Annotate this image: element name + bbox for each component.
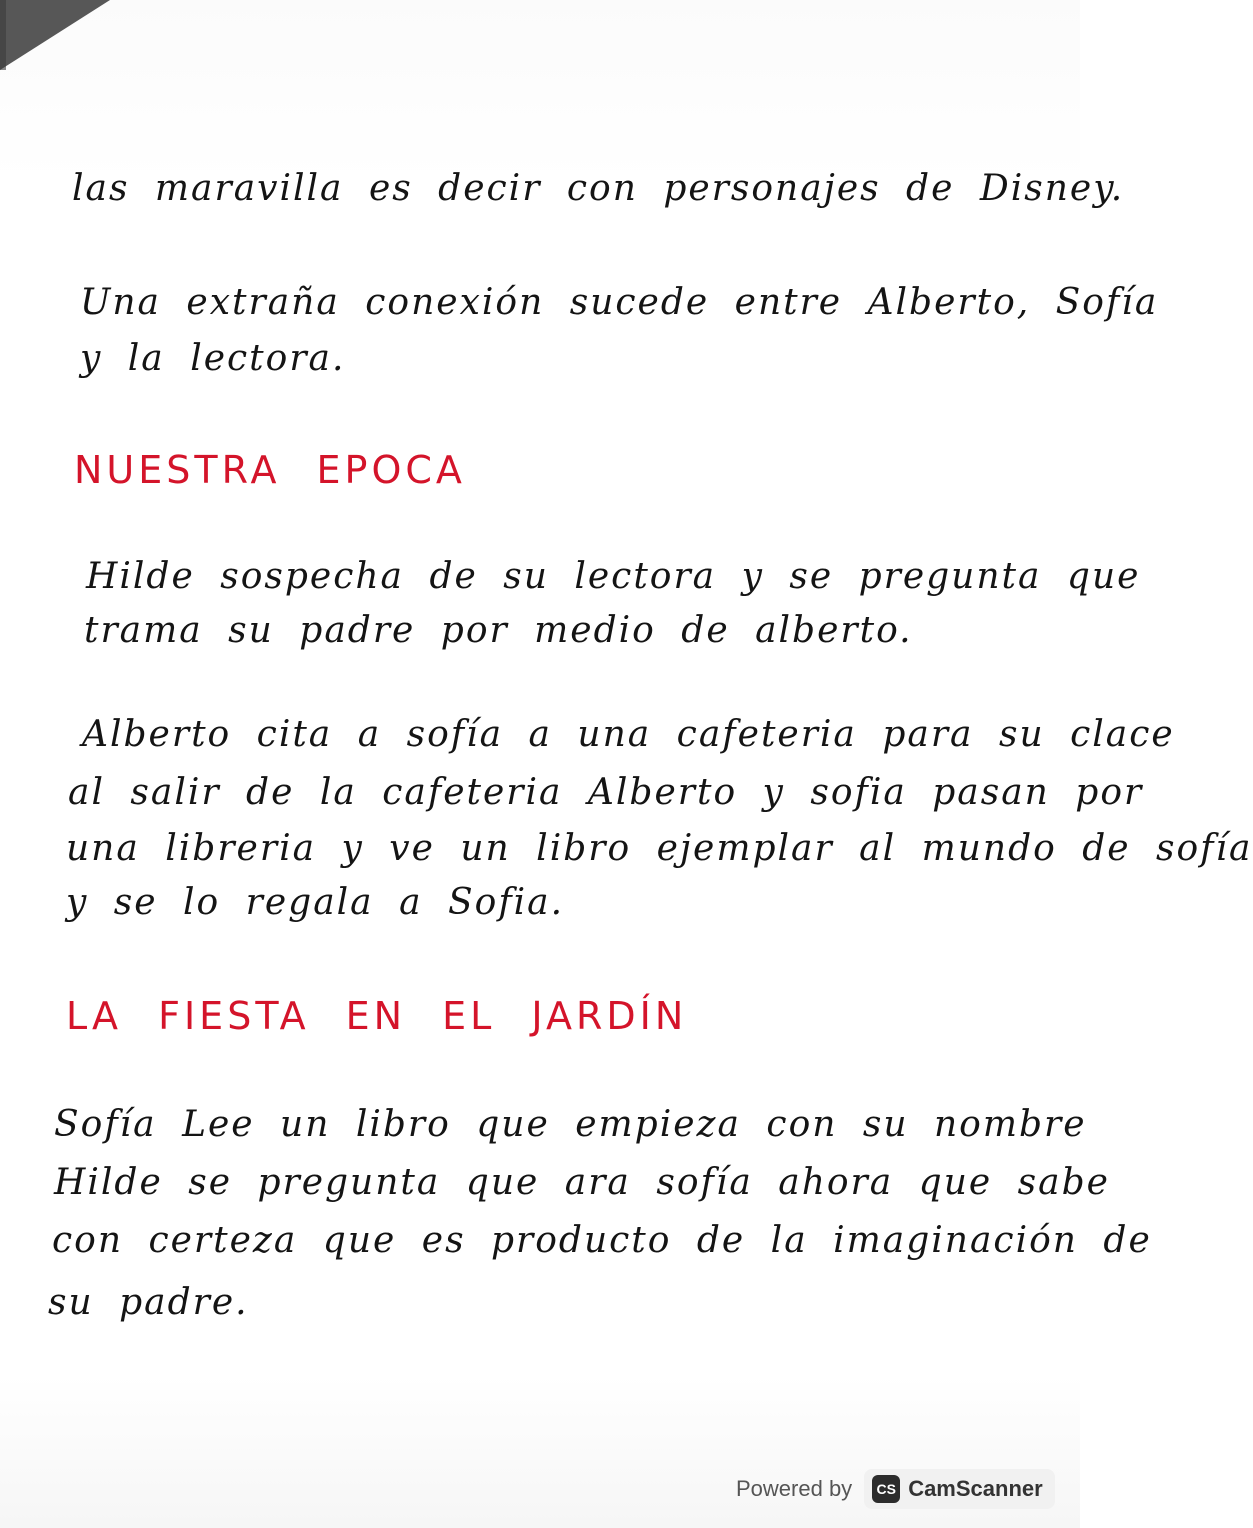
section-heading: LA FIESTA EN EL JARDÍN: [66, 994, 688, 1038]
text-line: con certeza que es producto de la imaginación de: [52, 1220, 1152, 1261]
text-line: las maravilla es decir con personajes de Disney.: [72, 168, 1125, 209]
camscanner-logo-icon: CS: [872, 1475, 900, 1503]
text-line: al salir de la cafeteria Alberto y sofia pasan por: [68, 772, 1144, 813]
section-heading: NUESTRA EPOCA: [74, 448, 466, 492]
camscanner-watermark: [736, 1466, 1055, 1512]
powered-by-label: Powered by: [736, 1476, 853, 1501]
text-line: Una extraña conexión sucede entre Alberto, Sofía: [80, 282, 1159, 323]
text-line: trama su padre por medio de alberto.: [84, 610, 913, 651]
camscanner-badge: [864, 1469, 1055, 1509]
text-line: su padre.: [48, 1282, 249, 1323]
text-line: Hilde sospecha de su lectora y se pregunta que: [86, 556, 1141, 597]
page-corner-shadow: [0, 0, 110, 70]
page-edge-shadow: [0, 0, 6, 70]
text-line: Sofía Lee un libro que empieza con su nombre: [54, 1104, 1087, 1145]
text-line: Hilde se pregunta que ara sofía ahora que sabe: [54, 1162, 1110, 1203]
text-line: una libreria y ve un libro ejemplar al mundo de sofía: [66, 828, 1253, 869]
text-line: Alberto cita a sofía a una cafeteria para su clace: [82, 714, 1175, 755]
text-line: y se lo regala a Sofia.: [66, 882, 565, 923]
text-line: y la lectora.: [80, 338, 346, 379]
camscanner-brand: CamScanner: [908, 1476, 1043, 1501]
